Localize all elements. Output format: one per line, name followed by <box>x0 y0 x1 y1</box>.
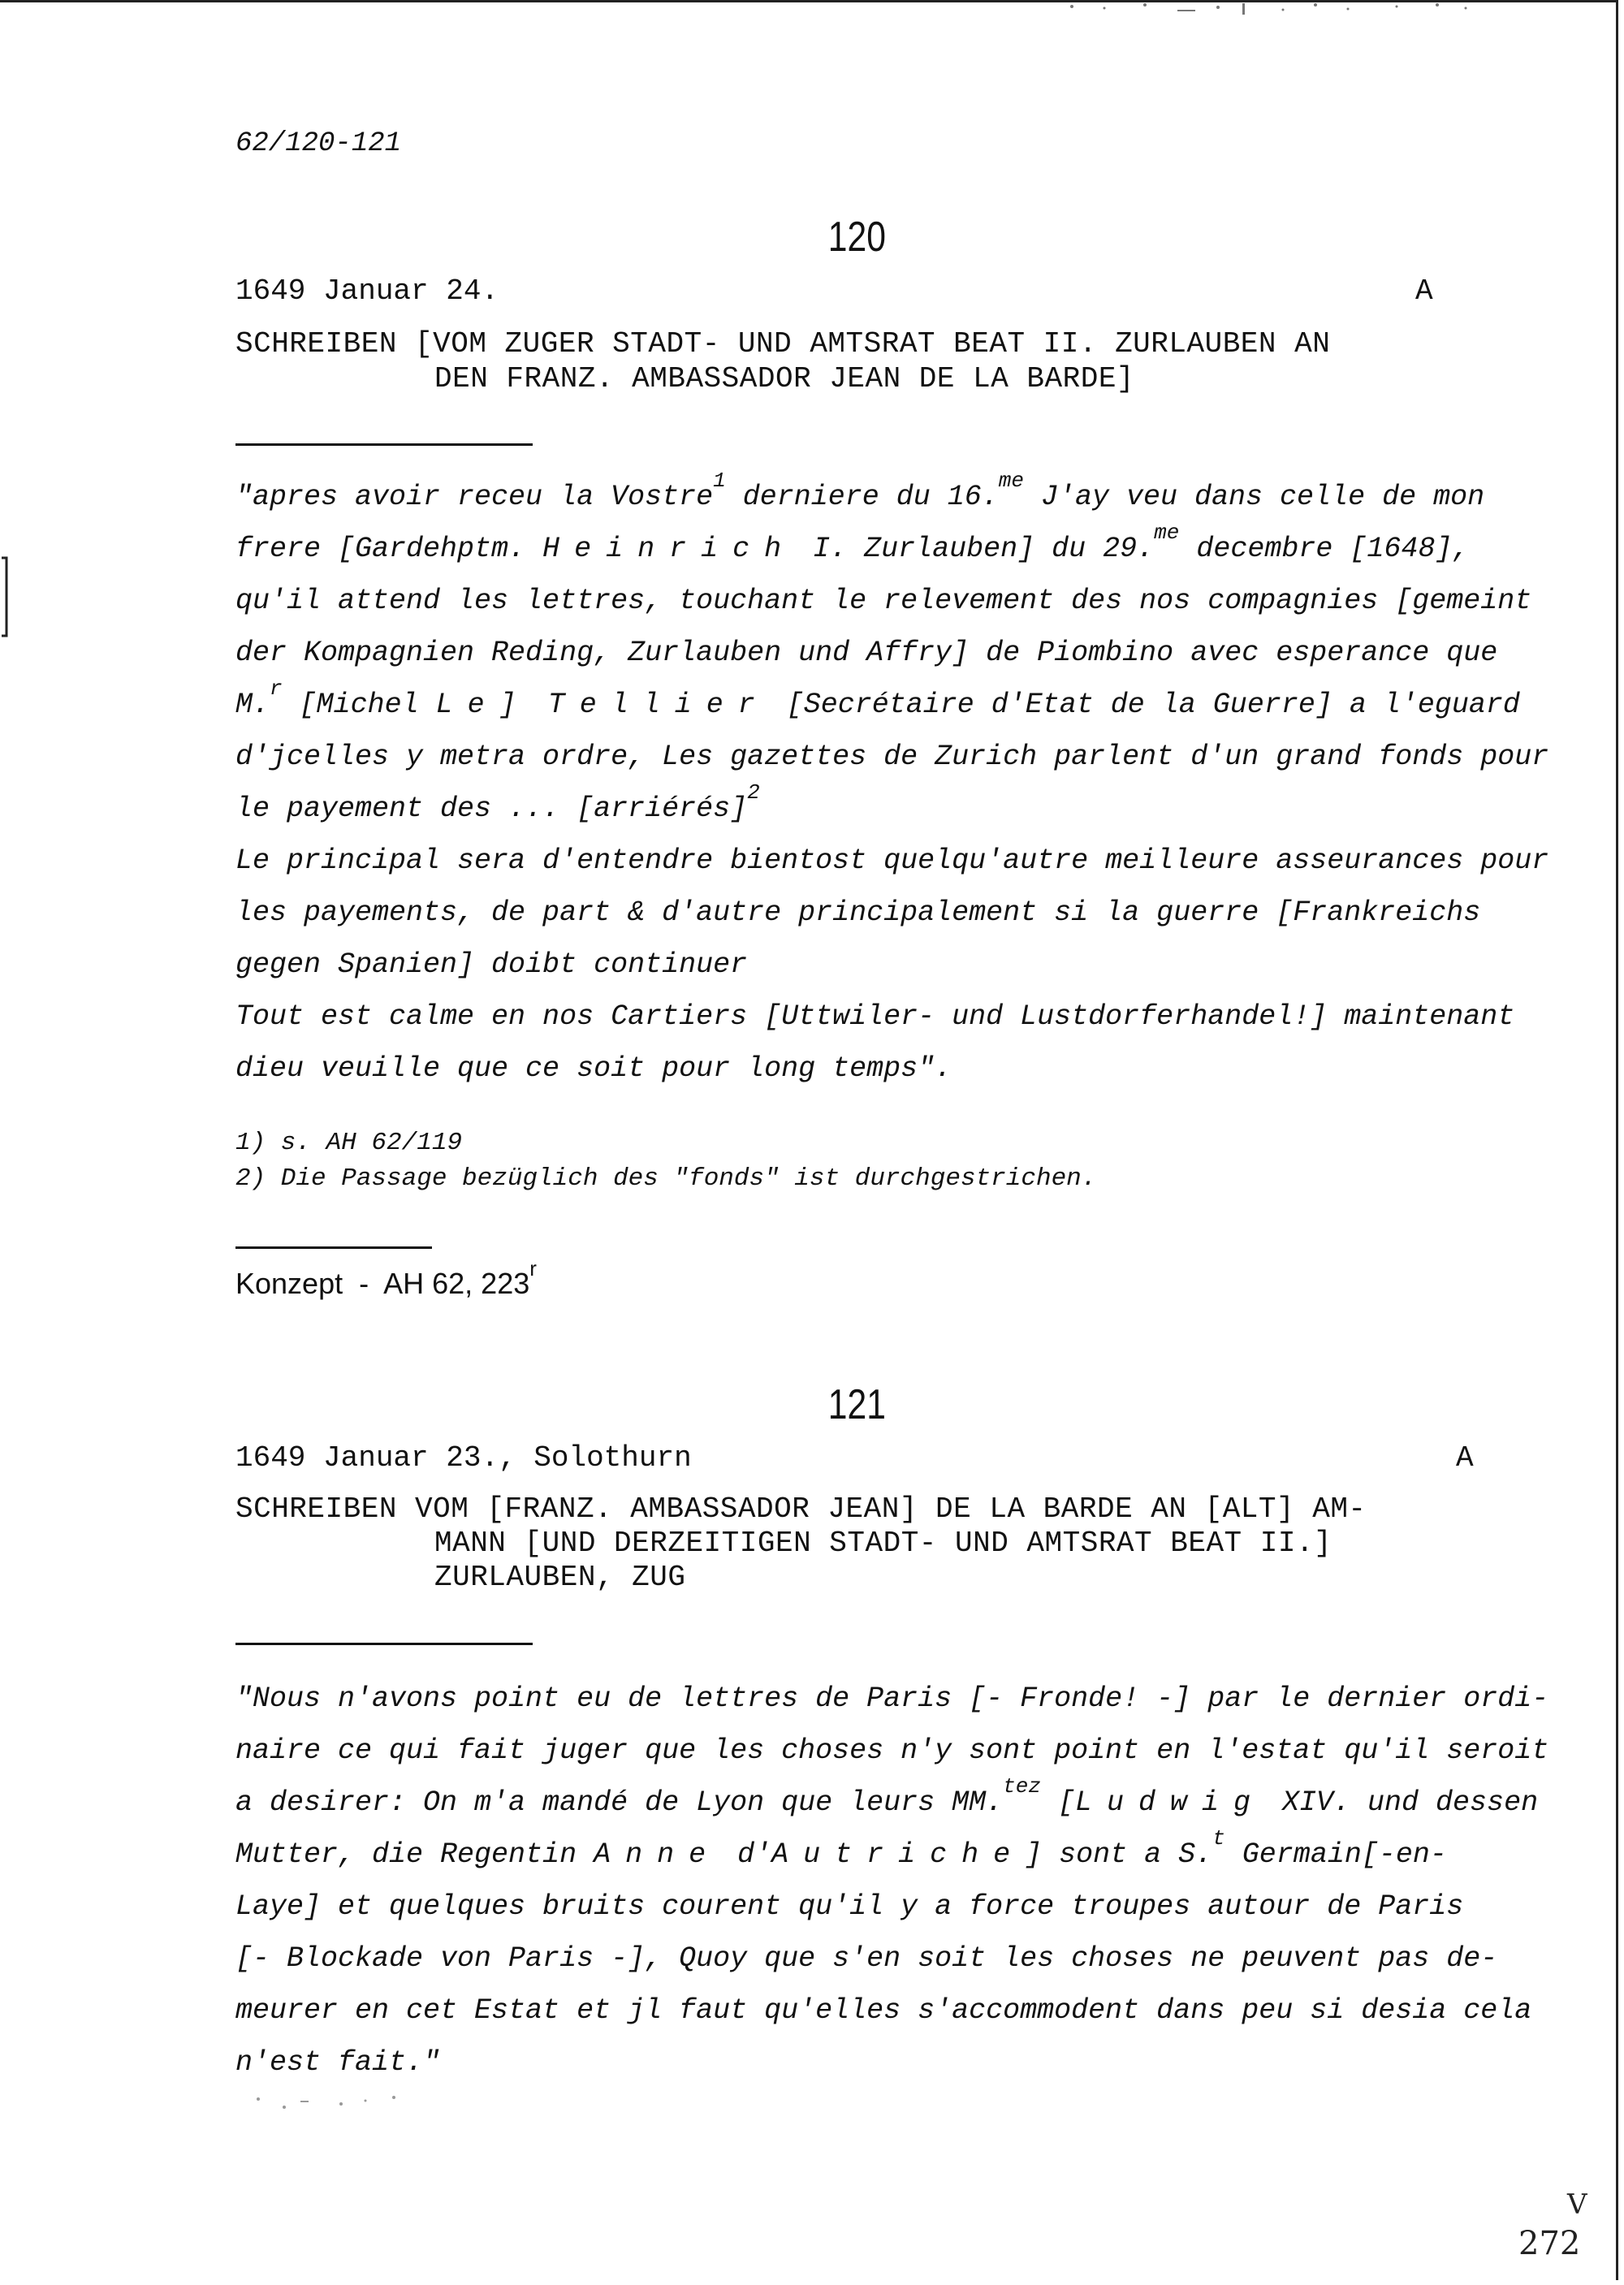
letter-line: d'jcelles y metra ordre, Les gazettes de Zurich parlent d'un grand fonds pour <box>235 741 1549 773</box>
letter-line: gegen Spanien] doibt continuer <box>235 948 748 981</box>
reference-number: 62/120-121 <box>235 128 402 159</box>
letter-line: Le principal sera d'entendre bientost quelqu'autre meilleure asseurances pour <box>235 844 1549 877</box>
section-divider <box>235 1246 432 1249</box>
scan-smudge <box>252 2091 414 2115</box>
archive-marker: A <box>1415 274 1433 308</box>
footnote: 2) Die Passage bezüglich des "fonds" ist durchgestrichen. <box>235 1164 1097 1193</box>
document-heading: SCHREIBEN [VOM ZUGER STADT- UND AMTSRAT BEAT II. ZURLAUBEN AN <box>235 327 1331 361</box>
document-heading-continued: MANN [UND DERZEITIGEN STADT- UND AMTSRAT BEAT II.] <box>434 1527 1332 1560</box>
document-heading: SCHREIBEN VOM [FRANZ. AMBASSADOR JEAN] DE LA BARDE AN [ALT] AM- <box>235 1492 1367 1526</box>
letter-line: le payement des ... [arriérés]$^2$ <box>235 780 760 825</box>
margin-bracket-mark <box>0 556 11 637</box>
document-date: 1649 Januar 24. <box>235 274 499 308</box>
section-divider <box>235 443 533 446</box>
letter-line: meurer en cet Estat et jl faut qu'elles s'accommodent dans peu si desia cela <box>235 1994 1532 2027</box>
letter-line: frere [Gardehptm. Heinrich I. Zurlauben] du 29.$^{me}$ decembre [1648], <box>235 520 1470 565</box>
letter-line: a desirer: On m'a mandé de Lyon que leurs MM.$^{tez}$ [Ludwig XIV. und dessen <box>235 1774 1539 1819</box>
letter-line: "apres avoir receu la Vostre$^1$ derniere du 16.$^{me}$ J'ay veu dans celle de mon <box>235 469 1485 513</box>
document-number: 121 <box>827 1381 886 1428</box>
letter-line: "Nous n'avons point eu de lettres de Paris [- Fronde! -] par le dernier ordi- <box>235 1682 1549 1715</box>
source-citation: Konzept - AH 62, 223$^r$ <box>235 1256 537 1300</box>
letter-line: der Kompagnien Reding, Zurlauben und Affry] de Piombino avec esperance que <box>235 637 1498 669</box>
archive-marker: A <box>1456 1441 1474 1475</box>
letter-line: Tout est calme en nos Cartiers [Uttwiler- und Lustdorferhandel!] maintenant <box>235 1000 1515 1033</box>
document-number: 120 <box>827 214 886 261</box>
document-date: 1649 Januar 23., Solothurn <box>235 1441 692 1475</box>
section-divider <box>235 1643 533 1645</box>
letter-line: n'est fait." <box>235 2046 441 2079</box>
letter-line: naire ce qui fait juger que les choses n'y sont point en l'estat qu'il seroit <box>235 1734 1549 1767</box>
letter-line: dieu veuille que ce soit pour long temps". <box>235 1052 952 1085</box>
letter-line: qu'il attend les lettres, touchant le relevement des nos compagnies [gemeint <box>235 585 1532 617</box>
document-heading-continued: DEN FRANZ. AMBASSADOR JEAN DE LA BARDE] <box>434 362 1135 395</box>
letter-line: [- Blockade von Paris -], Quoy que s'en soit les choses ne peuvent pas de- <box>235 1942 1498 1975</box>
letter-line: Laye] et quelques bruits courent qu'il y a force troupes autour de Paris <box>235 1890 1464 1923</box>
letter-line: les payements, de part & d'autre principalement si la guerre [Frankreichs <box>235 896 1481 929</box>
scan-speckles <box>1056 0 1478 19</box>
letter-line: M.$^r$ [Michel Le] Tellier [Secrétaire d'Etat de la Guerre] a l'eguard <box>235 676 1520 721</box>
handwritten-check-mark: V <box>1567 2188 1587 2221</box>
letter-line: Mutter, die Regentin Anne d'Autriche] sont a S.$^t$ Germain[-en- <box>235 1826 1447 1871</box>
document-heading-continued: ZURLAUBEN, ZUG <box>434 1561 686 1594</box>
footnote: 1) s. AH 62/119 <box>235 1129 463 1157</box>
handwritten-page-number: 272 <box>1518 2225 1581 2262</box>
